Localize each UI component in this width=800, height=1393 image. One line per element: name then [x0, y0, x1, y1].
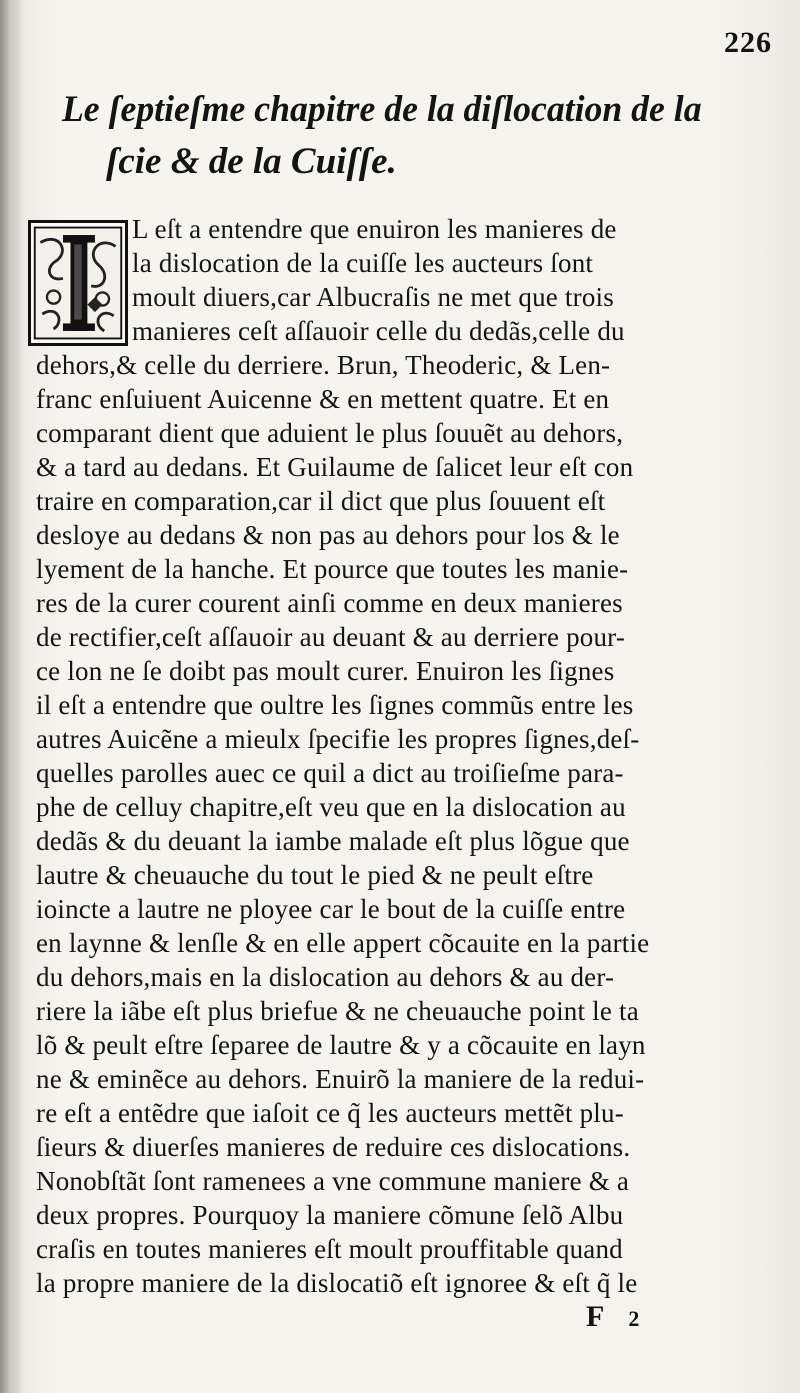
text-line: moult diuers,car Albucraſis ne met que trois: [132, 282, 614, 312]
text-line: de rectifier,ceſt aſſauoir au deuant & au derriere pour-: [36, 622, 626, 652]
text-line: riere la iãbe eſt plus briefue & ne cheuauche point le ta: [36, 996, 639, 1026]
text-line: il eſt a entendre que oultre les ſignes commũs entre les: [36, 690, 634, 720]
page-number: 226: [724, 26, 772, 59]
text-line: lõ & peult eſtre ſeparee de lautre & y a cõcauite en layn: [36, 1030, 646, 1060]
text-line: L eſt a entendre que enuiron les manieres de: [132, 214, 617, 244]
text-line: ce lon ne ſe doibt pas moult curer. Enuiron les ſignes: [36, 656, 615, 686]
text-line: lautre & cheuauche du tout le pied & ne peult eſtre: [36, 860, 594, 890]
text-line: du dehors,mais en la dislocation au dehors & au der-: [36, 962, 615, 992]
text-line: franc enſuiuent Auicenne & en mettent quatre. Et en: [36, 384, 610, 414]
text-line: la propre maniere de la dislocatiõ eſt ignoree & eſt q̃ le: [36, 1268, 638, 1298]
text-line: ioincte a lautre ne ployee car le bout de la cuiſſe entre: [36, 894, 626, 924]
text-line: autres Auicẽne a mieulx ſpecifie les propres ſignes,deſ-: [36, 724, 640, 754]
signature-mark: [586, 1300, 639, 1334]
text-line: comparant dient que aduient le plus ſouuẽt au dehors,: [36, 418, 624, 448]
chapter-title-line-1: Le ſeptieſme chapitre de la diſlocation de la: [62, 89, 702, 130]
binding-shadow: [0, 0, 24, 1393]
text-line: craſis en toutes manieres eſt moult prouffitable quand: [36, 1234, 623, 1264]
chapter-title-line-2: ſcie & de la Cuiſſe.: [106, 141, 397, 182]
text-line: desloye au dedans & non pas au dehors pour los & le: [36, 520, 620, 550]
text-line: re eſt a entẽdre que iaſoit ce q̃ les aucteurs mettẽt plu-: [36, 1098, 624, 1128]
decorated-initial-I-icon: [28, 220, 128, 346]
signature-number: 2: [628, 1306, 640, 1331]
text-line: deux propres. Pourquoy la maniere cõmune ſelõ Albu: [36, 1200, 624, 1230]
text-line: manieres ceſt aſſauoir celle du dedãs,celle du: [132, 316, 625, 346]
text-line: dehors,& celle du derriere. Brun, Theoderic, & Len-: [36, 350, 611, 380]
text-line: en laynne & lenſle & en elle appert cõcauite en la partie: [36, 928, 650, 958]
text-line: lyement de la hanche. Et pource que toutes les manie-: [36, 554, 629, 584]
text-line: dedãs & du deuant la iambe malade eſt plus lõgue que: [36, 826, 630, 856]
text-line: ne & eminẽce au dehors. Enuirõ la maniere de la redui-: [36, 1064, 645, 1094]
chapter-heading: [62, 84, 722, 188]
text-line: res de la curer courent ainſi comme en deux manieres: [36, 588, 623, 618]
text-line: la dislocation de la cuiſſe les aucteurs ſont: [132, 248, 594, 278]
text-line: quelles parolles auec ce quil a dict au troiſieſme para-: [36, 758, 624, 788]
text-line: ſieurs & diuerſes manieres de reduire ces dislocations.: [36, 1132, 631, 1162]
signature-letter: F: [586, 1300, 605, 1333]
text-line: & a tard au dedans. Et Guilaume de ſalicet leur eſt con: [36, 452, 634, 482]
text-line: phe de celluy chapitre,eſt veu que en la dislocation au: [36, 792, 626, 822]
text-line: Nonobſtãt ſont ramenees a vne commune maniere & a: [36, 1166, 630, 1196]
text-line: traire en comparation,car il dict que plus ſouuent eſt: [36, 486, 606, 516]
